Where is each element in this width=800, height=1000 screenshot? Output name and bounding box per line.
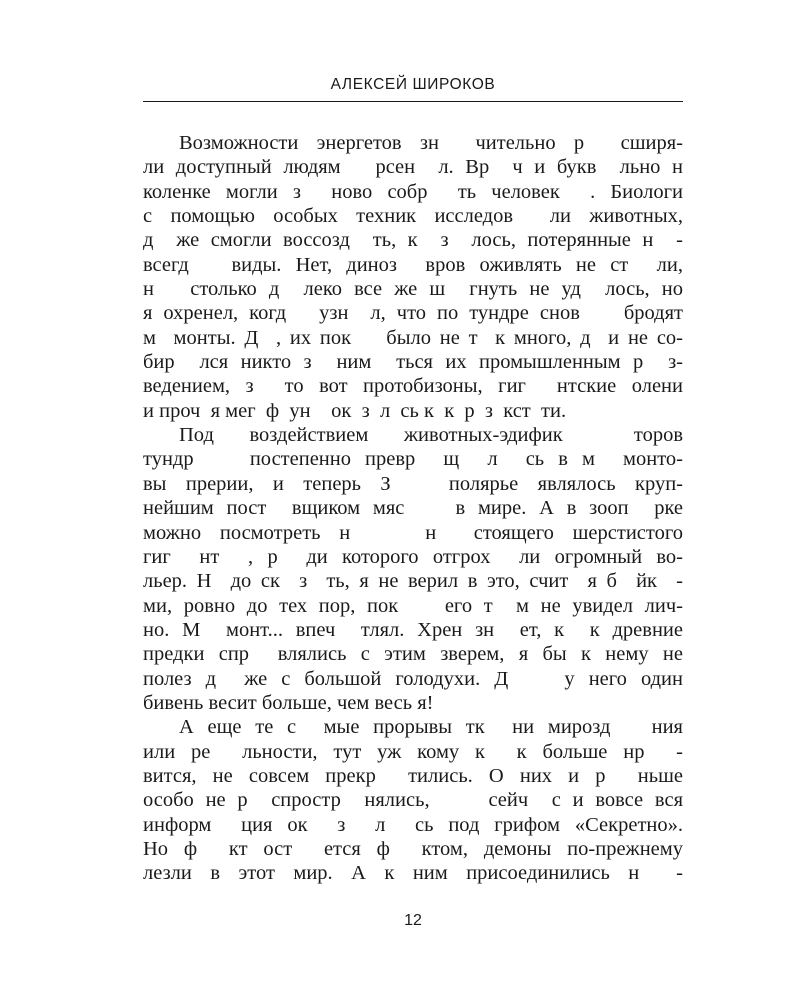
text-line: д же смогли воссозд ть, к з лось, потерянные н - <box>143 229 683 252</box>
text-line: тундр постепенно превр щ л сь в м монто- <box>143 448 683 471</box>
text-line: предки спр влялись с этим зверем, я бы к нему не <box>143 643 683 666</box>
text-line: ли доступный людям рсен л. Вр ч и букв льно н <box>143 156 683 179</box>
text-line: ведением, з то вот протобизоны, гиг нтские олени <box>143 375 683 398</box>
text-line: вится, не совсем прекр тились. О них и р ньше <box>143 764 683 787</box>
text-line: н столько д леко все же ш гнуть не уд лось, но <box>143 278 683 301</box>
text-line: нейшим пост вщиком мяс в мире. А в зооп рке <box>143 497 683 520</box>
text-line: бир лся никто з ним ться их промышленным р з- <box>143 351 683 374</box>
body-text <box>143 131 683 886</box>
running-head-author: АЛЕКСЕЙ ШИРОКОВ <box>330 76 496 93</box>
text-line: бивень весит больше, чем весь я! <box>143 691 434 714</box>
text-line: льер. Н до ск з ть, я не верил в это, счит я б йк - <box>143 570 683 593</box>
text-line: ми, ровно до тех пор, пок его т м не увидел лич- <box>143 594 683 617</box>
text-line: информ ция ок з л сь под грифом «Секретно». <box>143 813 683 836</box>
text-line: я охренел, когд узн л, что по тундре снов бродят <box>143 302 683 325</box>
text-line: Возможности энергетов зн чительно р сширя- <box>179 132 683 154</box>
text-line: всегд виды. Нет, диноз вров оживлять не ст ли, <box>143 253 683 276</box>
text-line: гиг нт , р ди которого отгрох ли огромный во- <box>143 545 683 568</box>
text-line: коленке могли з ново собр ть человек . Биологи <box>143 180 683 203</box>
text-line: и проч я мег ф ун ок з л сь к к р з кст ти. <box>143 399 567 422</box>
text-line: м монты. Д , их пок было не т к много, д и не со- <box>143 326 683 349</box>
text-line: с помощью особых техник исследов ли животных, <box>143 205 683 228</box>
text-line: А еще те с мые прорывы тк ни мирозд ния <box>179 716 683 739</box>
text-line: особо не р спростр нялись, сейч с и вовсе вся <box>143 789 683 812</box>
text-line: можно посмотреть н н стоящего шерстистого <box>143 521 683 544</box>
text-line: лезли в этот мир. А к ним присоединились н - <box>143 862 683 885</box>
page-number: 12 <box>404 912 422 929</box>
header-divider <box>143 101 683 102</box>
text-line: Под воздействием животных-эдифик торов <box>179 424 683 447</box>
text-line: или ре льности, тут уж кому к к больше нр - <box>143 740 683 763</box>
text-line: полез д же с большой голодухи. Д у него один <box>143 667 683 690</box>
text-line: Но ф кт ост ется ф ктом, демоны по-прежнему <box>143 837 683 860</box>
text-line: но. М монт... впеч тлял. Хрен зн ет, к к древние <box>143 618 683 641</box>
text-line: вы прерии, и теперь З полярье являлось круп- <box>143 472 683 495</box>
